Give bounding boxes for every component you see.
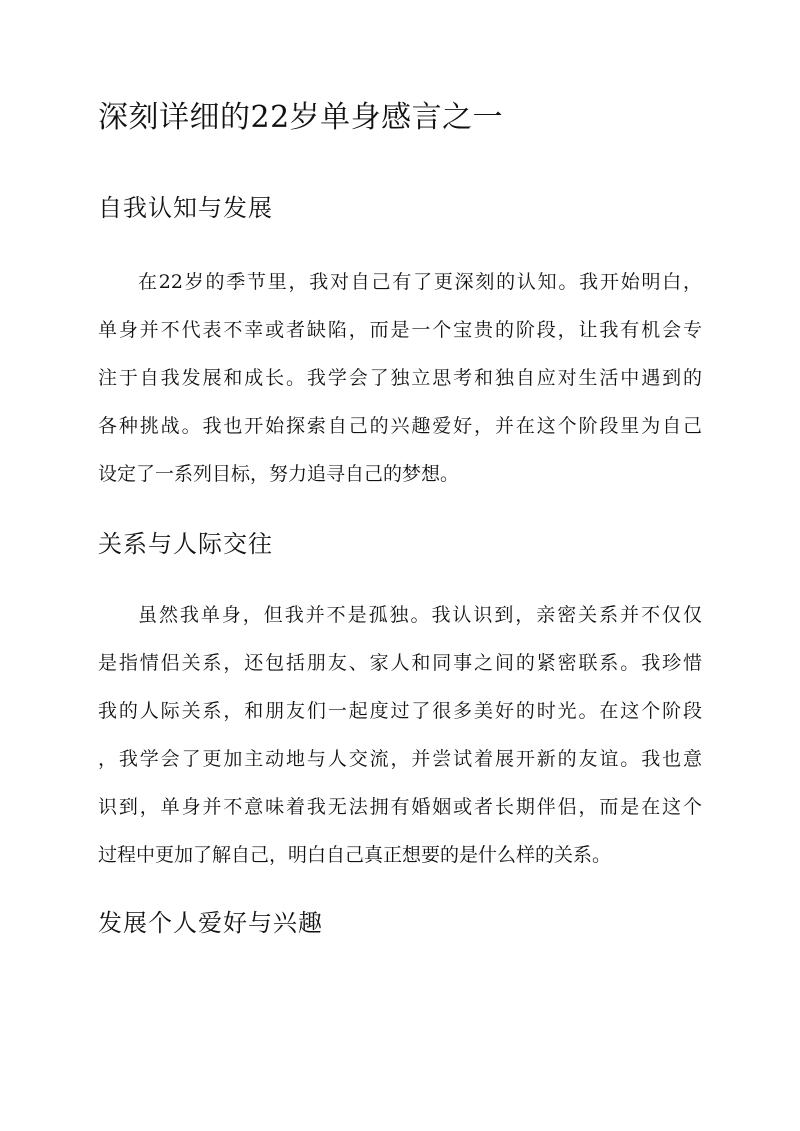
paragraph-line: 过程中更加了解自己，明白自己真正想要的是什么样的关系。 bbox=[98, 844, 612, 866]
document-title: 深刻详细的22岁单身感言之一 bbox=[98, 100, 504, 135]
section-heading-relationships: 关系与人际交往 bbox=[98, 530, 273, 558]
section-heading-self-awareness: 自我认知与发展 bbox=[98, 194, 273, 222]
paragraph-self-awareness bbox=[98, 258, 702, 498]
paragraph-line: 虽然我单身，但我并不是孤独。我认识到，亲密关系并不仅仅 bbox=[138, 604, 702, 626]
paragraph-line: 设定了一系列目标，努力追寻自己的梦想。 bbox=[98, 463, 460, 485]
paragraph-relationships bbox=[98, 591, 702, 879]
paragraph-line: 是指情侣关系，还包括朋友、家人和同事之间的紧密联系。我珍惜 bbox=[98, 652, 702, 674]
section-heading-hobbies: 发展个人爱好与兴趣 bbox=[98, 909, 323, 937]
paragraph-line: 注于自我发展和成长。我学会了独立思考和独自应对生活中遇到的 bbox=[98, 367, 702, 389]
paragraph-line: 各种挑战。我也开始探索自己的兴趣爱好，并在这个阶段里为自己 bbox=[98, 415, 702, 437]
paragraph-line: 识到，单身并不意味着我无法拥有婚姻或者长期伴侣，而是在这个 bbox=[98, 796, 702, 818]
paragraph-line: 我的人际关系，和朋友们一起度过了很多美好的时光。在这个阶段 bbox=[98, 700, 702, 722]
paragraph-line: ，我学会了更加主动地与人交流，并尝试着展开新的友谊。我也意 bbox=[98, 748, 702, 770]
paragraph-line: 在22岁的季节里，我对自己有了更深刻的认知。我开始明白， bbox=[138, 271, 702, 293]
paragraph-line: 单身并不代表不幸或者缺陷，而是一个宝贵的阶段，让我有机会专 bbox=[98, 319, 702, 341]
